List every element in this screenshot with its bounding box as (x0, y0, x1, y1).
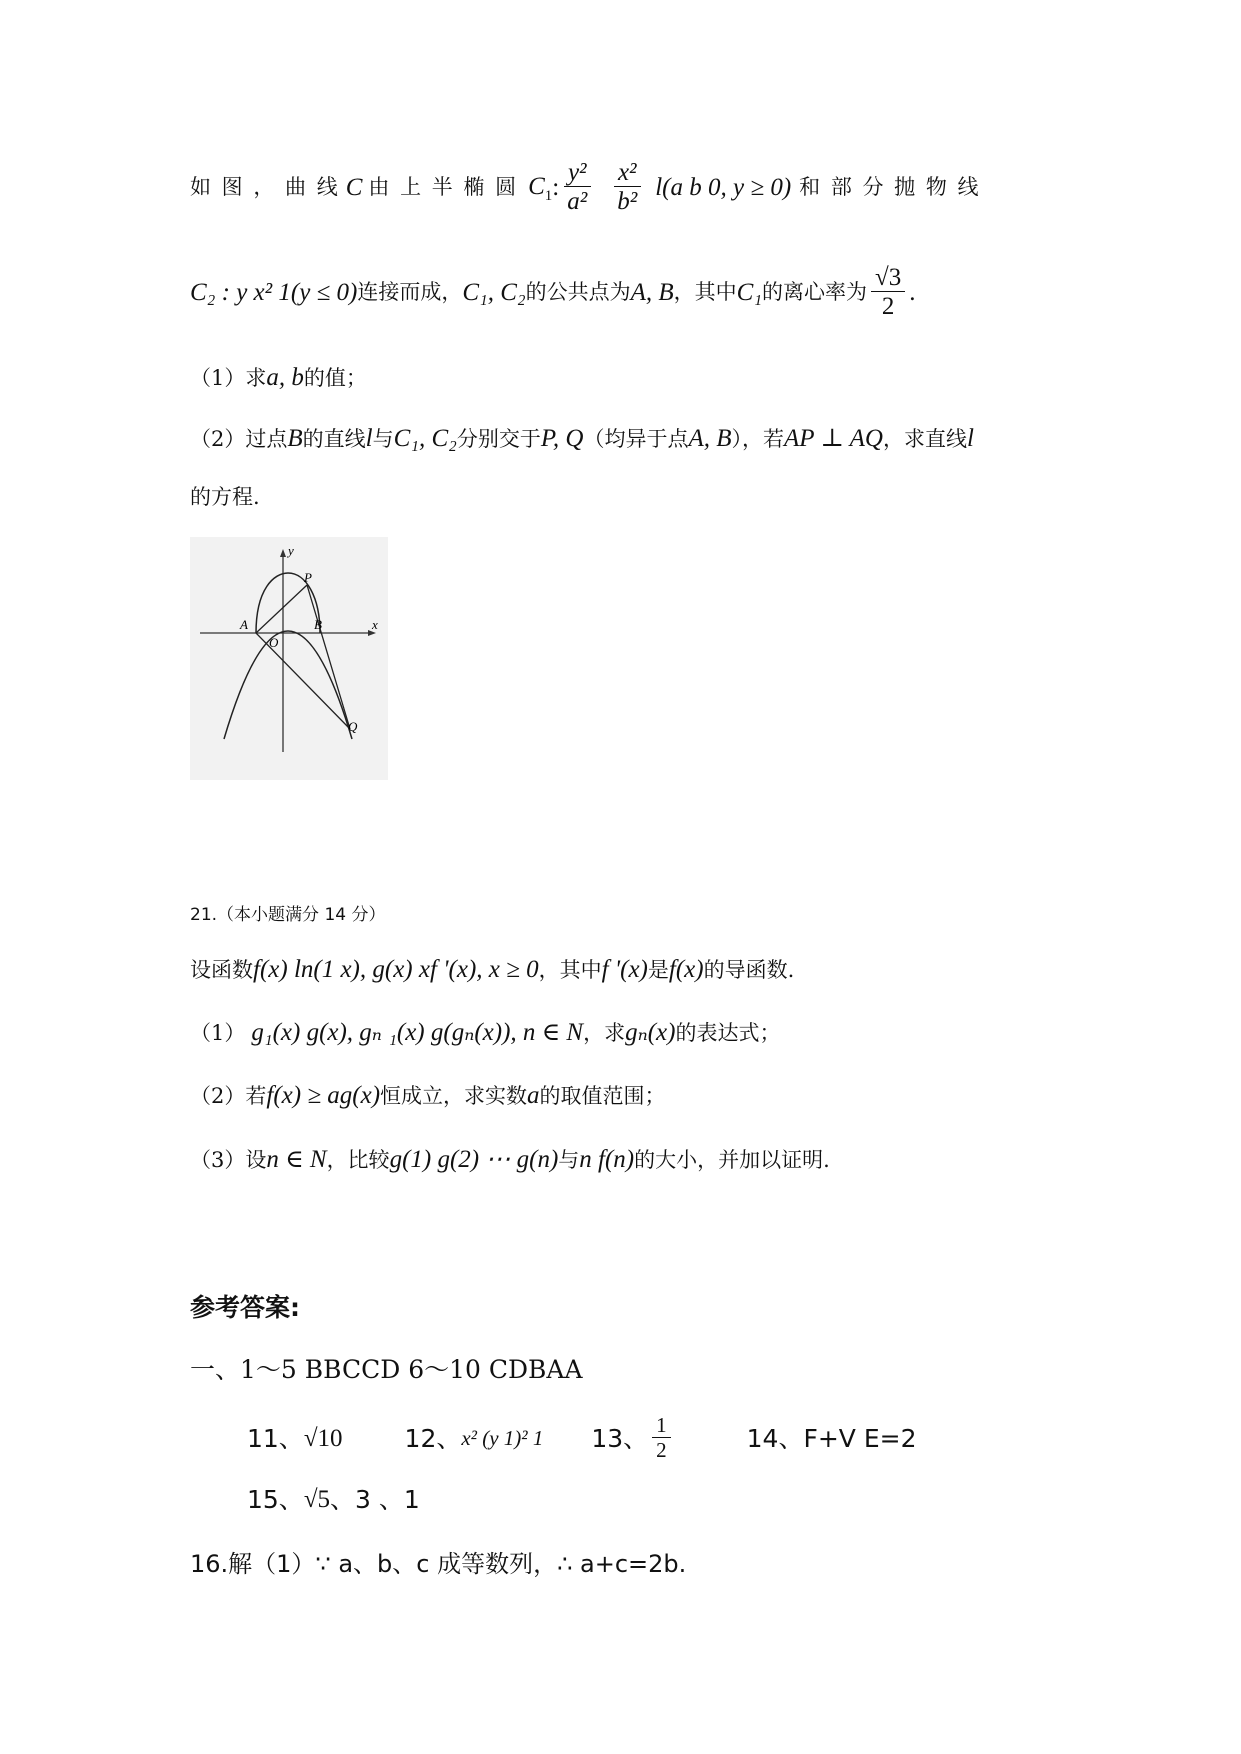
part2-text-d: 与 (372, 427, 394, 451)
q20-line2-text2: 的公共点为 (525, 280, 631, 305)
part1-vars: a, b (266, 364, 304, 391)
q21-p2-inequality: f(x) ≥ ag(x) (266, 1082, 381, 1109)
figure-svg (190, 537, 388, 780)
q21-p1-mid: ，求 (583, 1021, 626, 1045)
q21-p3-sum: g(1) g(2) ⋯ g(n) (389, 1146, 559, 1173)
curve-c: C (345, 174, 363, 201)
q21-p1-recurrence: g₁(x) g(x), gₙ ₁(x) g(gₙ(x)), n ∈ N (251, 1019, 584, 1046)
q21-p3-with: 与 (558, 1148, 580, 1172)
q20-line1-prefix: 如 图 ， 曲 线 (190, 175, 340, 200)
answer-11-label: 11、 (247, 1424, 304, 1453)
q21-fx: f(x) (668, 956, 704, 983)
part2-line-l: l (365, 425, 373, 452)
q21-intro-d: 的导函数. (703, 958, 795, 982)
eccentricity-fraction (871, 264, 905, 323)
q20-part1 (190, 363, 367, 393)
colon: : (552, 174, 560, 201)
q21-p3-n: n ∈ N (266, 1146, 327, 1173)
q21-intro-c: 是 (647, 958, 669, 982)
q21-function-def: f(x) ln(1 x), g(x) xf '(x), x ≥ 0 (253, 956, 539, 983)
answer-13-label: 13、 (591, 1424, 649, 1453)
point-b-label: B (314, 617, 322, 632)
q21-intro-b: ，其中 (538, 958, 602, 982)
q21-header: 21.（本小题满分 14 分） (190, 905, 386, 925)
fraction-x2-b2 (613, 159, 641, 218)
answer-14: 14、F+V E=2 (746, 1424, 917, 1453)
q20-line2-text4: 的离心率为 (762, 280, 868, 305)
answer-13-num: 1 (652, 1414, 671, 1438)
q20-line1 (190, 158, 981, 218)
ecc-num: √3 (871, 264, 905, 293)
part2-text-c: 的直线 (302, 427, 366, 451)
q20-part2-end: 的方程. (190, 485, 260, 509)
q21-intro (190, 955, 794, 985)
q21-p3-label: （3）设 (190, 1148, 267, 1172)
answer-11-value: √10 (303, 1425, 343, 1452)
q21-p1-label: （1） (190, 1021, 246, 1045)
part2-text-g: ），若 (731, 427, 784, 451)
part2-text-a: （2）过点 (190, 427, 288, 451)
answers-fill-line2 (247, 1485, 420, 1515)
y-label: y (288, 543, 294, 558)
ellipse-condition: l(a b 0, y ≥ 0) (655, 174, 792, 201)
q21-intro-a: 设函数 (190, 958, 253, 982)
part2-point-b: B (287, 425, 303, 452)
answer-16: 16.解（1）∵ a、b、c 成等数列，∴ a+c=2b. (190, 1550, 687, 1578)
q21-p1-end: 的表达式； (675, 1021, 781, 1045)
parabola-equation: C₂ : y x² 1(y ≤ 0) (190, 279, 358, 306)
part1-prefix: （1）求 (190, 366, 267, 390)
q21-p3-mid: ，比较 (326, 1148, 390, 1172)
q21-derivative: f '(x) (601, 956, 648, 983)
fraction-y2-a2 (563, 159, 591, 218)
q21-part3 (190, 1145, 830, 1175)
point-a-label: A (240, 617, 248, 632)
answer-15-value: √5 (303, 1486, 331, 1513)
answer-13-fraction (652, 1414, 671, 1463)
origin-o-label: O (269, 635, 279, 650)
q21-p2-end: 的取值范围； (539, 1084, 666, 1108)
q20-part2 (190, 424, 974, 454)
q21-p2-label: （2）若 (190, 1084, 267, 1108)
q21-p2-a: a (527, 1082, 540, 1109)
part2-ab: A, B (688, 425, 732, 452)
part2-text-h: ，求直线 (882, 427, 967, 451)
answer-12-value: x² (y 1)² 1 (461, 1426, 544, 1451)
figure-ellipse-parabola (190, 537, 388, 780)
frac2-num: x² (614, 159, 641, 188)
frac1-den: a² (567, 188, 588, 216)
part2-line-l-2: l (966, 425, 974, 452)
answer-12-label: 12、 (404, 1424, 462, 1453)
frac2-den: b² (617, 188, 638, 216)
ab-label: A, B (630, 279, 674, 306)
part2-c1c2: C₁, C₂ (393, 425, 457, 452)
part2-text-f: （均异于点 (583, 427, 689, 451)
part1-suffix: 的值； (303, 366, 367, 390)
q21-p3-end: 的大小，并加以证明. (634, 1148, 830, 1172)
c1-label-2: C₁ (736, 279, 763, 306)
frac1-num: y² (564, 159, 591, 188)
q21-part1 (190, 1018, 780, 1048)
q21-p1-gn: gₙ(x) (625, 1019, 676, 1046)
answer-15-label: 15、 (247, 1485, 304, 1514)
part2-pq: P, Q (540, 425, 584, 452)
ecc-den: 2 (881, 293, 895, 321)
q20-line2 (190, 258, 916, 328)
x-label: x (372, 617, 378, 632)
c1c2-label: C₁, C₂ (462, 279, 526, 306)
answer-13-den: 2 (656, 1438, 667, 1463)
q21-part2 (190, 1081, 666, 1111)
answers-fill-line1 (247, 1410, 917, 1468)
part2-text-e: 分别交于 (456, 427, 541, 451)
answers-choice-line: 一、1～5 BBCCD 6～10 CDBAA (190, 1355, 583, 1384)
answers-title: 参考答案: (190, 1293, 300, 1322)
q20-line1-suffix: 和 部 分 抛 物 线 (799, 175, 981, 200)
point-p-label: P (304, 570, 312, 585)
q20-line2-text3: ，其中 (673, 280, 737, 305)
q21-p3-rhs: n f(n) (579, 1146, 635, 1173)
answer-15-rest: 、3 、1 (330, 1485, 420, 1514)
q20-line2-text1: 连接而成， (357, 280, 463, 305)
ecc-dot: . (909, 279, 916, 306)
q21-p2-mid: 恒成立，求实数 (380, 1084, 528, 1108)
point-q-label: Q (348, 719, 358, 734)
c1-label: $C_1$ (528, 172, 553, 204)
part2-condition: AP ⊥ AQ (784, 425, 883, 452)
q20-line1-mid: 由 上 半 椭 圆 (368, 175, 519, 200)
